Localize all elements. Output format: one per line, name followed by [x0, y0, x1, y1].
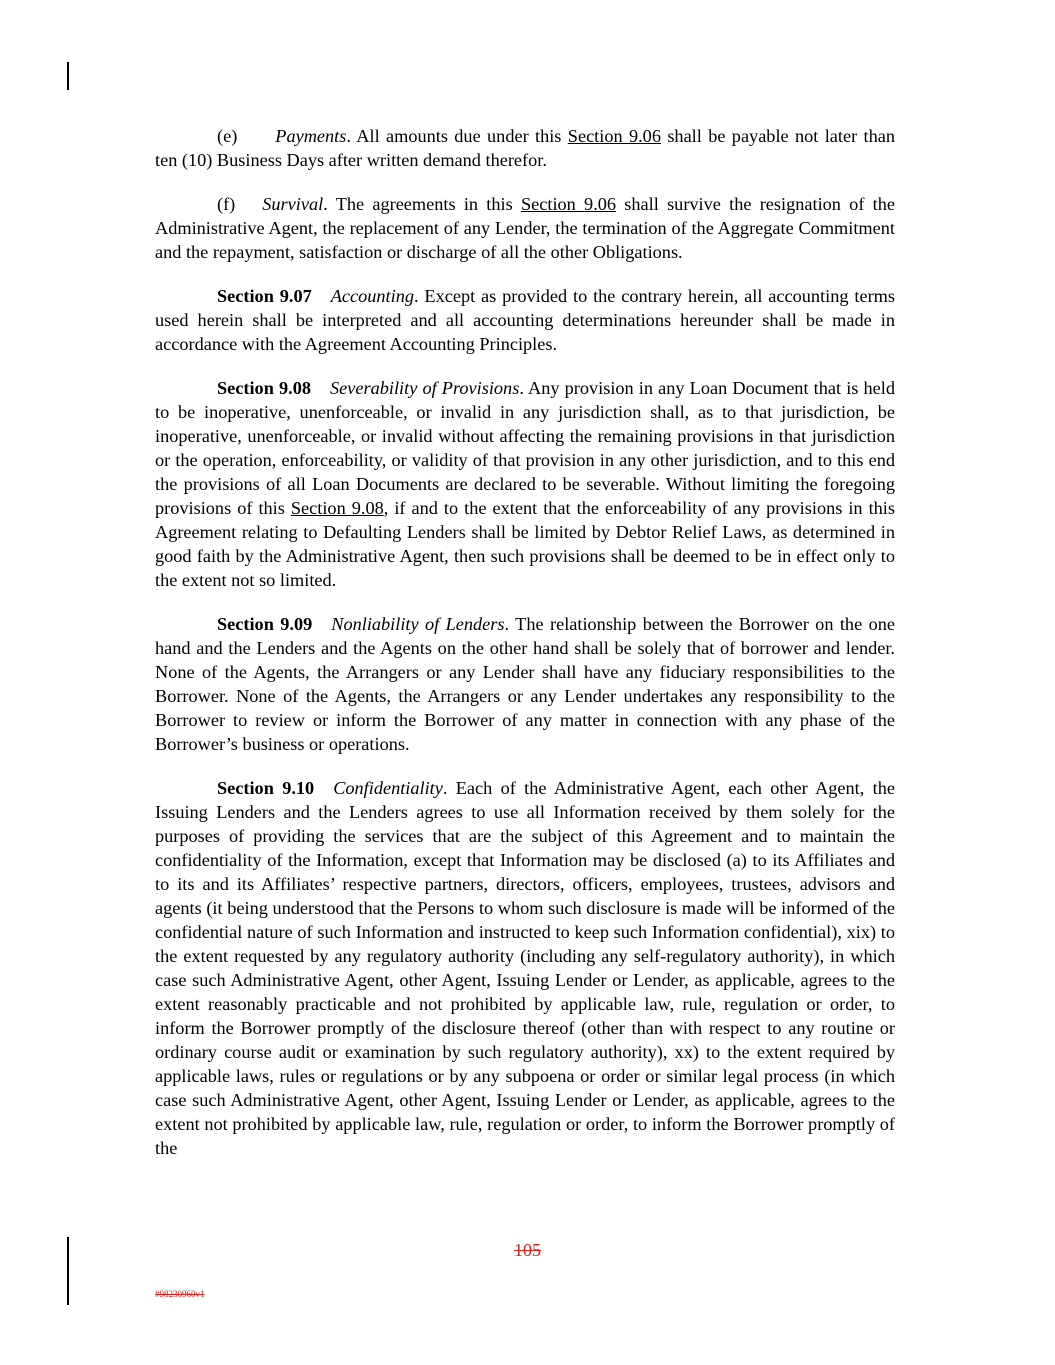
section-text: . Each of the Administrative Agent, each other Agent, the Issuing Lenders and the Lenders agrees to use all Information received by them solely for the purposes of providing the services that are the subject of this Agreement and to maintain the confidentiality of the Information, except that Information may be disclosed (a) to its Affiliates and to its and its Affiliates’ respective partners, directors, officers, employees, trustees, advisors and agents (it being understood that the Persons to whom such disclosure is made will be informed of the confidential nature of such Information and instructed to keep such Information confidential), xix) to the extent requested by any regulatory authority (including any self-regulatory authority), in which case such Administrative Agent, other Agent, Issuing Lender or Lender, as applicable, agrees to the extent reasonably practicable and not prohibited by applicable law, rule, regulation or order, to inform the Borrower promptly of the disclosure thereof (other than with respect to any routine or ordinary course audit or examination by such regulatory authority), xx) to the extent required by applicable laws, rules or regulations or by any subpoena or order or similar legal process (in which case such Administrative Agent, other Agent, Issuing Lender or Lender, as applicable, agrees to the extent not prohibited by applicable law, rule, regulation or order, to inform the Borrower promptly of the: [155, 778, 895, 1158]
section-heading: Confidentiality: [333, 778, 443, 798]
paragraph-heading: Payments: [275, 126, 347, 146]
section-number: Section 9.09: [217, 614, 313, 634]
section-number: Section 9.07: [217, 286, 312, 306]
section-number: Section 9.08: [217, 378, 311, 398]
paragraph-number: (f): [217, 194, 236, 214]
section-text: . Any provision in any Loan Document that is held to be inoperative, unenforceable, or invalid in any jurisdiction shall, as to that jurisdiction, be inoperative, unenforceable, or invalid without affecting the remaining provisions in that jurisdiction or the operation, enforceability, or validity of that provision in any other jurisdiction, and to this end the provisions of all Loan Documents are declared to be severable. Without limiting the foregoing provisions of this: [155, 378, 895, 518]
paragraph-f: [155, 192, 895, 264]
section-9-09: [155, 612, 895, 756]
section-number: Section 9.10: [217, 778, 315, 798]
paragraph-text: . The agreements in this: [323, 194, 521, 214]
page-number: 105: [514, 1240, 541, 1260]
section-heading: Nonliability of Lenders: [331, 614, 505, 634]
paragraph-text: . All amounts due under this: [346, 126, 568, 146]
paragraph-text: shall be payable not later than ten (10) Business Days after written demand therefor.: [155, 126, 895, 170]
document-body: [155, 124, 895, 1180]
section-heading: Severability of Provisions: [330, 378, 520, 398]
revision-bar-top: [67, 62, 69, 90]
paragraph-e: [155, 124, 895, 172]
section-text: . Except as provided to the contrary herein, all accounting terms used herein shall be interpreted and all accounting determinations hereunder shall be made in accordance with the Agreement Accounting Principles.: [155, 286, 895, 354]
paragraph-number: (e): [217, 126, 238, 146]
section-text: , if and to the extent that the enforceability of any provisions in this Agreement relating to Defaulting Lenders shall be limited by Debtor Relief Laws, as determined in good faith by the Administrative Agent, then such provisions shall be deemed to be in effect only to the extent not so limited.: [155, 498, 896, 590]
section-9-10: [155, 776, 895, 1160]
section-reference: Section 9.06: [520, 194, 617, 214]
section-text: . The relationship between the Borrower on the one hand and the Lenders and the Agents on the other hand shall be solely that of borrower and lender. None of the Agents, the Arrangers or any Lender shall have any fiduciary responsibilities to the Borrower. None of the Agents, the Arrangers or any Lender undertakes any responsibility to the Borrower to review or inform the Borrower of any matter in connection with any phase of the Borrower’s business or operations.: [155, 614, 895, 754]
section-reference: Section 9.08: [290, 498, 384, 518]
paragraph-text: shall survive the resignation of the Administrative Agent, the replacement of any Lender, the termination of the Aggregate Commitment and the repayment, satisfaction or discharge of all the other Obligations.: [155, 194, 895, 262]
section-heading: Accounting: [330, 286, 414, 306]
section-9-07: [155, 284, 895, 356]
section-reference: Section 9.06: [567, 126, 661, 146]
document-id: #98230960v1: [155, 1289, 205, 1299]
paragraph-heading: Survival: [262, 194, 324, 214]
section-9-08: [155, 376, 895, 592]
